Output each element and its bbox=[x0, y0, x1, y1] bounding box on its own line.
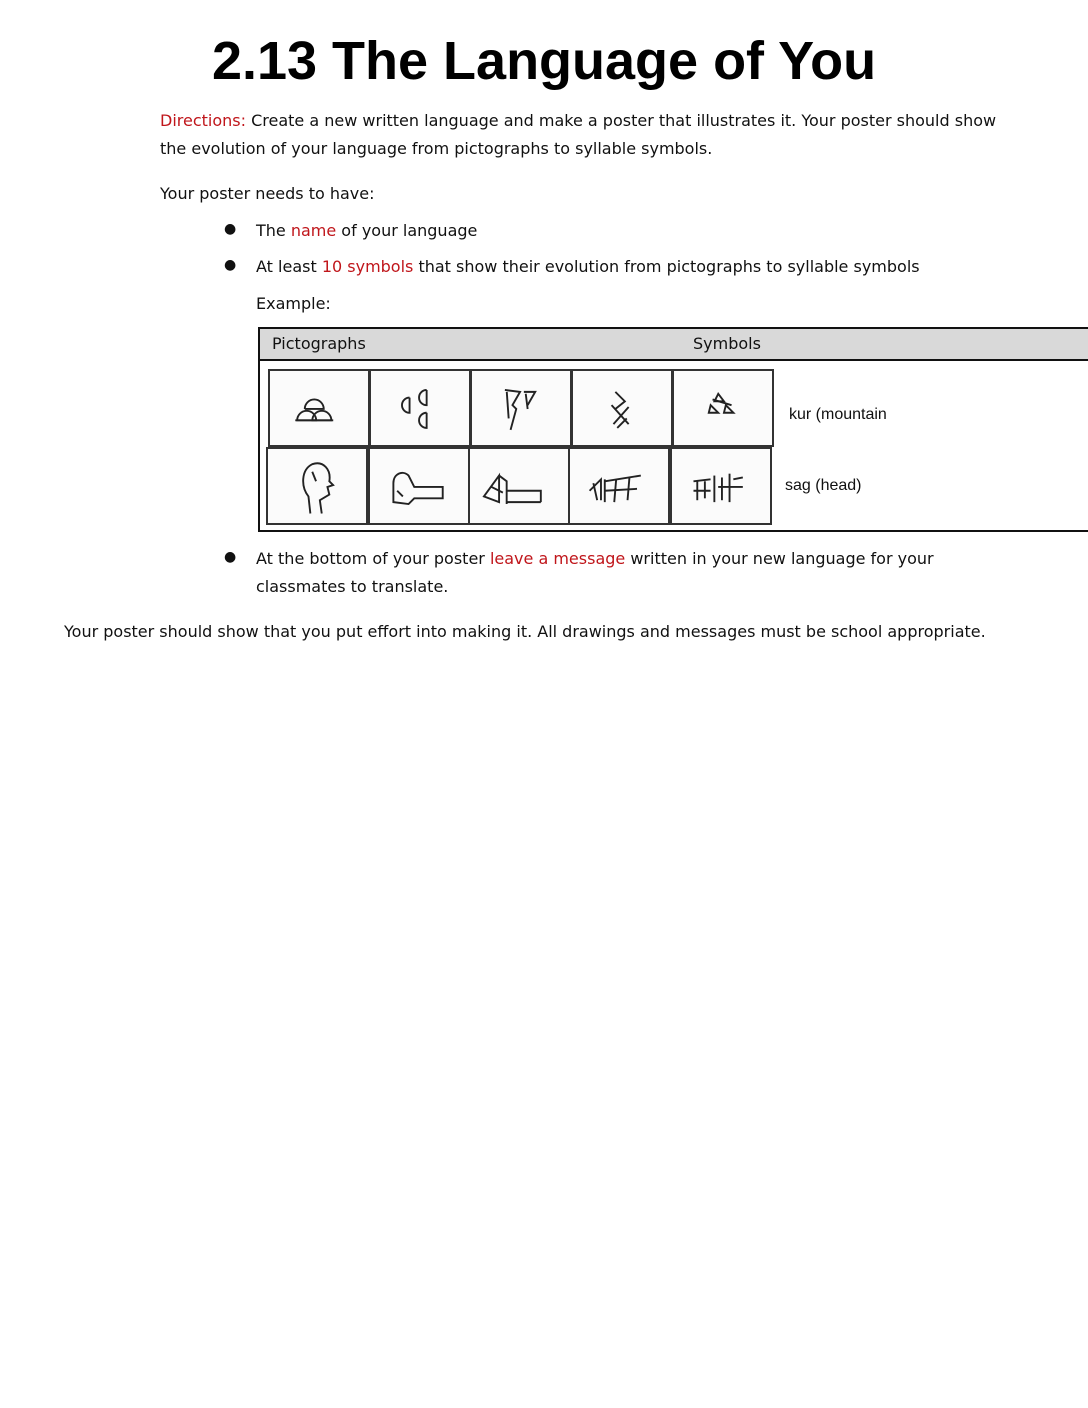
directions-paragraph bbox=[160, 107, 1000, 163]
bullet-text: At the bottom of your poster bbox=[256, 549, 490, 568]
bullet-dot: ● bbox=[224, 221, 237, 237]
closing-paragraph: Your poster should show that you put effort into making it. All drawings and messages must be school appropriate. bbox=[64, 622, 986, 641]
symbol-head-3 bbox=[670, 447, 772, 525]
page-title: 2.13 The Language of You bbox=[211, 31, 877, 91]
pictograph-head-1 bbox=[266, 447, 368, 525]
bullet-highlight: leave a message bbox=[489, 549, 626, 568]
bullet-text: At least bbox=[256, 257, 322, 276]
bullet-text: written in your new language for your classmates to translate. bbox=[256, 549, 934, 596]
bullet-item-name bbox=[256, 217, 477, 245]
bullet-item-message bbox=[256, 545, 976, 601]
bullet-text: of your language bbox=[336, 221, 478, 240]
example-table bbox=[258, 327, 1088, 532]
header-symbols: Symbols bbox=[693, 334, 761, 353]
symbol-mountain-3 bbox=[672, 369, 774, 447]
bullet-dot: ● bbox=[224, 549, 237, 565]
needs-intro: Your poster needs to have: bbox=[160, 184, 375, 203]
pictograph-mountain-1 bbox=[268, 369, 370, 447]
directions-label: Directions: bbox=[160, 111, 247, 130]
bullet-dot: ● bbox=[224, 257, 237, 273]
header-pictographs: Pictographs bbox=[272, 334, 366, 353]
bullet-text: The bbox=[256, 221, 291, 240]
example-label: Example: bbox=[256, 294, 331, 313]
bullet-text: that show their evolution from pictographs to syllable symbols bbox=[413, 257, 920, 276]
directions-text: Create a new written language and make a poster that illustrates it. Your poster should show the evolution of your language from pictographs to syllable symbols. bbox=[160, 111, 997, 158]
pictograph-mountain-2 bbox=[369, 369, 471, 447]
gloss-mountain: kur (mountain bbox=[789, 406, 887, 423]
table-header bbox=[260, 329, 1088, 361]
bullet-highlight: name bbox=[290, 221, 337, 240]
bullet-highlight: 10 symbols bbox=[321, 257, 414, 276]
pictograph-head-2 bbox=[368, 447, 470, 525]
gloss-head: sag (head) bbox=[785, 477, 862, 494]
symbol-head-2 bbox=[568, 447, 670, 525]
symbol-head-1 bbox=[468, 447, 570, 525]
symbol-mountain-1 bbox=[470, 369, 572, 447]
symbol-mountain-2 bbox=[571, 369, 673, 447]
bullet-item-symbols bbox=[256, 253, 920, 281]
